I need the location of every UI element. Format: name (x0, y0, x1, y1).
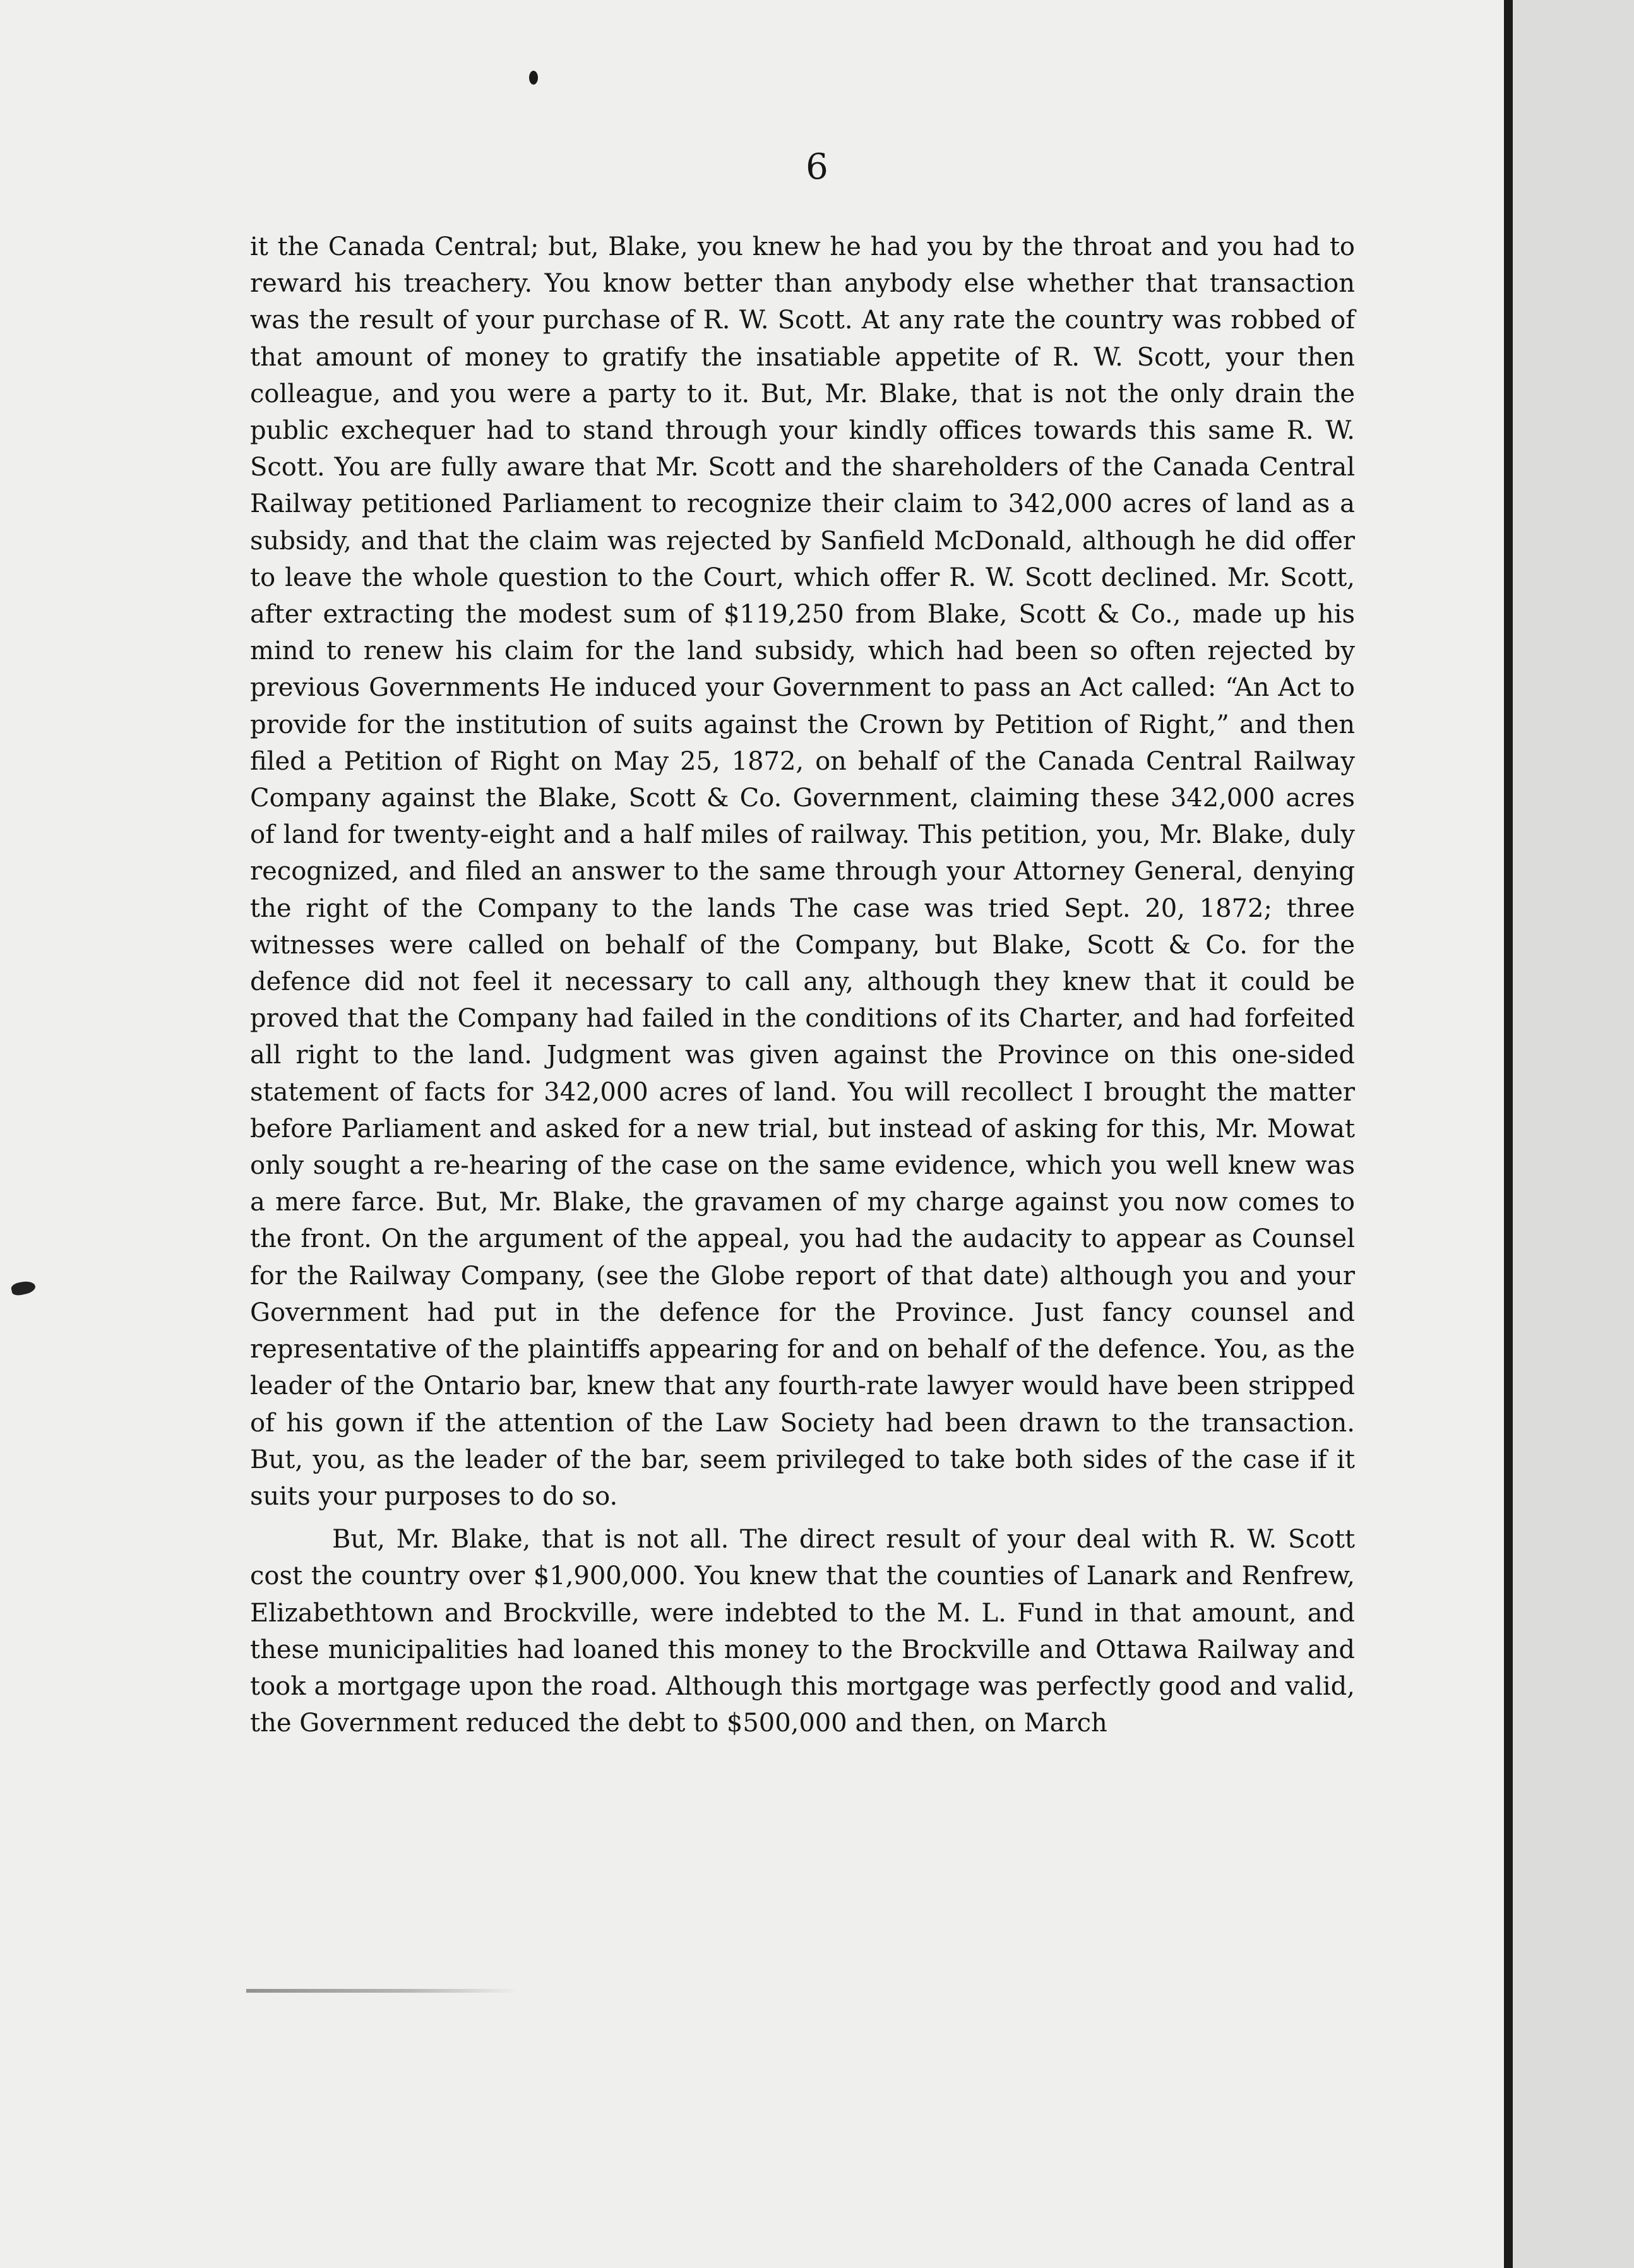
scan-blot (10, 1279, 36, 1296)
paragraph: it the Canada Central; but, Blake, you knew he had you by the throat and you had to reward his treachery. You know better than anybody else whether that transaction was the result of your purchase of R. W. Scott. At any rate the country was robbed of that amount of money to gratify the insatiable appetite of R. W. Scott, your then colleague, and you were a party to it. But, Mr. Blake, that is not the only drain the public exchequer had to stand through your kindly offices towards this same R. W. Scott. You are fully aware that Mr. Scott and the shareholders of the Canada Central Railway petitioned Parliament to recognize their claim to 342,000 acres of land as a subsidy, and that the claim was rejected by Sanfield McDonald, although he did offer to leave the whole question to the Court, which offer R. W. Scott declined. Mr. Scott, after extracting the modest sum of $119,250 from Blake, Scott & Co., made up his mind to renew his claim for the land subsidy, which had been so often rejected by previous Governments He induced your Government to pass an Act called: “An Act to provide for the institution of suits against the Crown by Petition of Right,” and then filed a Petition of Right on May 25, 1872, on behalf of the Canada Central Railway Company against the Blake, Scott & Co. Government, claiming these 342,000 acres of land for twenty-eight and a half miles of railway. This petition, you, Mr. Blake, duly recognized, and filed an answer to the same through your Attorney General, denying the right of the Company to the lands The case was tried Sept. 20, 1872; three witnesses were called on behalf of the Company, but Blake, Scott & Co. for the defence did not feel it necessary to call any, although they knew that it could be proved that the Company had failed in the conditions of its Charter, and had forfeited all right to the land. Judgment was given against the Province on this one-sided statement of facts for 342,000 acres of land. You will recollect I brought the matter before Parliament and asked for a new trial, but instead of asking for this, Mr. Mowat only sought a re-hearing of the case on the same evidence, which you well knew was a mere farce. But, Mr. Blake, the gravamen of my charge against you now comes to the front. On the argument of the appeal, you had the audacity to appear as Counsel for the Railway Company, (see the Globe report of that date) although you and your Government had put in the defence for the Province. Just fancy counsel and representative of the plaintiffs appearing for and on behalf of the defence. You, as the leader of the Ontario bar, knew that any fourth-rate lawyer would have been stripped of his gown if the attention of the Law Society had been drawn to the transaction. But, you, as the leader of the bar, seem privileged to take both sides of the case if it suits your purposes to do so. (250, 232, 1355, 1511)
paragraph: But, Mr. Blake, that is not all. The direct result of your deal with R. W. Scott cost the country over $1,900,000. You knew that the counties of Lanark and Renfrew, Elizabethtown and Brockville, were indebted to the M. L. Fund in that amount, and these municipalities had loaned this money to the Brockville and Ottawa Railway and took a mortgage upon the road. Although this mortgage was perfectly good and valid, the Government reduced the debt to $500,000 and then, on March (250, 1525, 1355, 1738)
scan-right-margin (1513, 0, 1634, 2268)
page-edge-shadow (1504, 0, 1513, 2268)
page-number: 6 (806, 146, 828, 188)
body-text (250, 229, 1355, 1741)
scan-speck (529, 71, 538, 85)
scan-smudge (246, 1989, 518, 1993)
